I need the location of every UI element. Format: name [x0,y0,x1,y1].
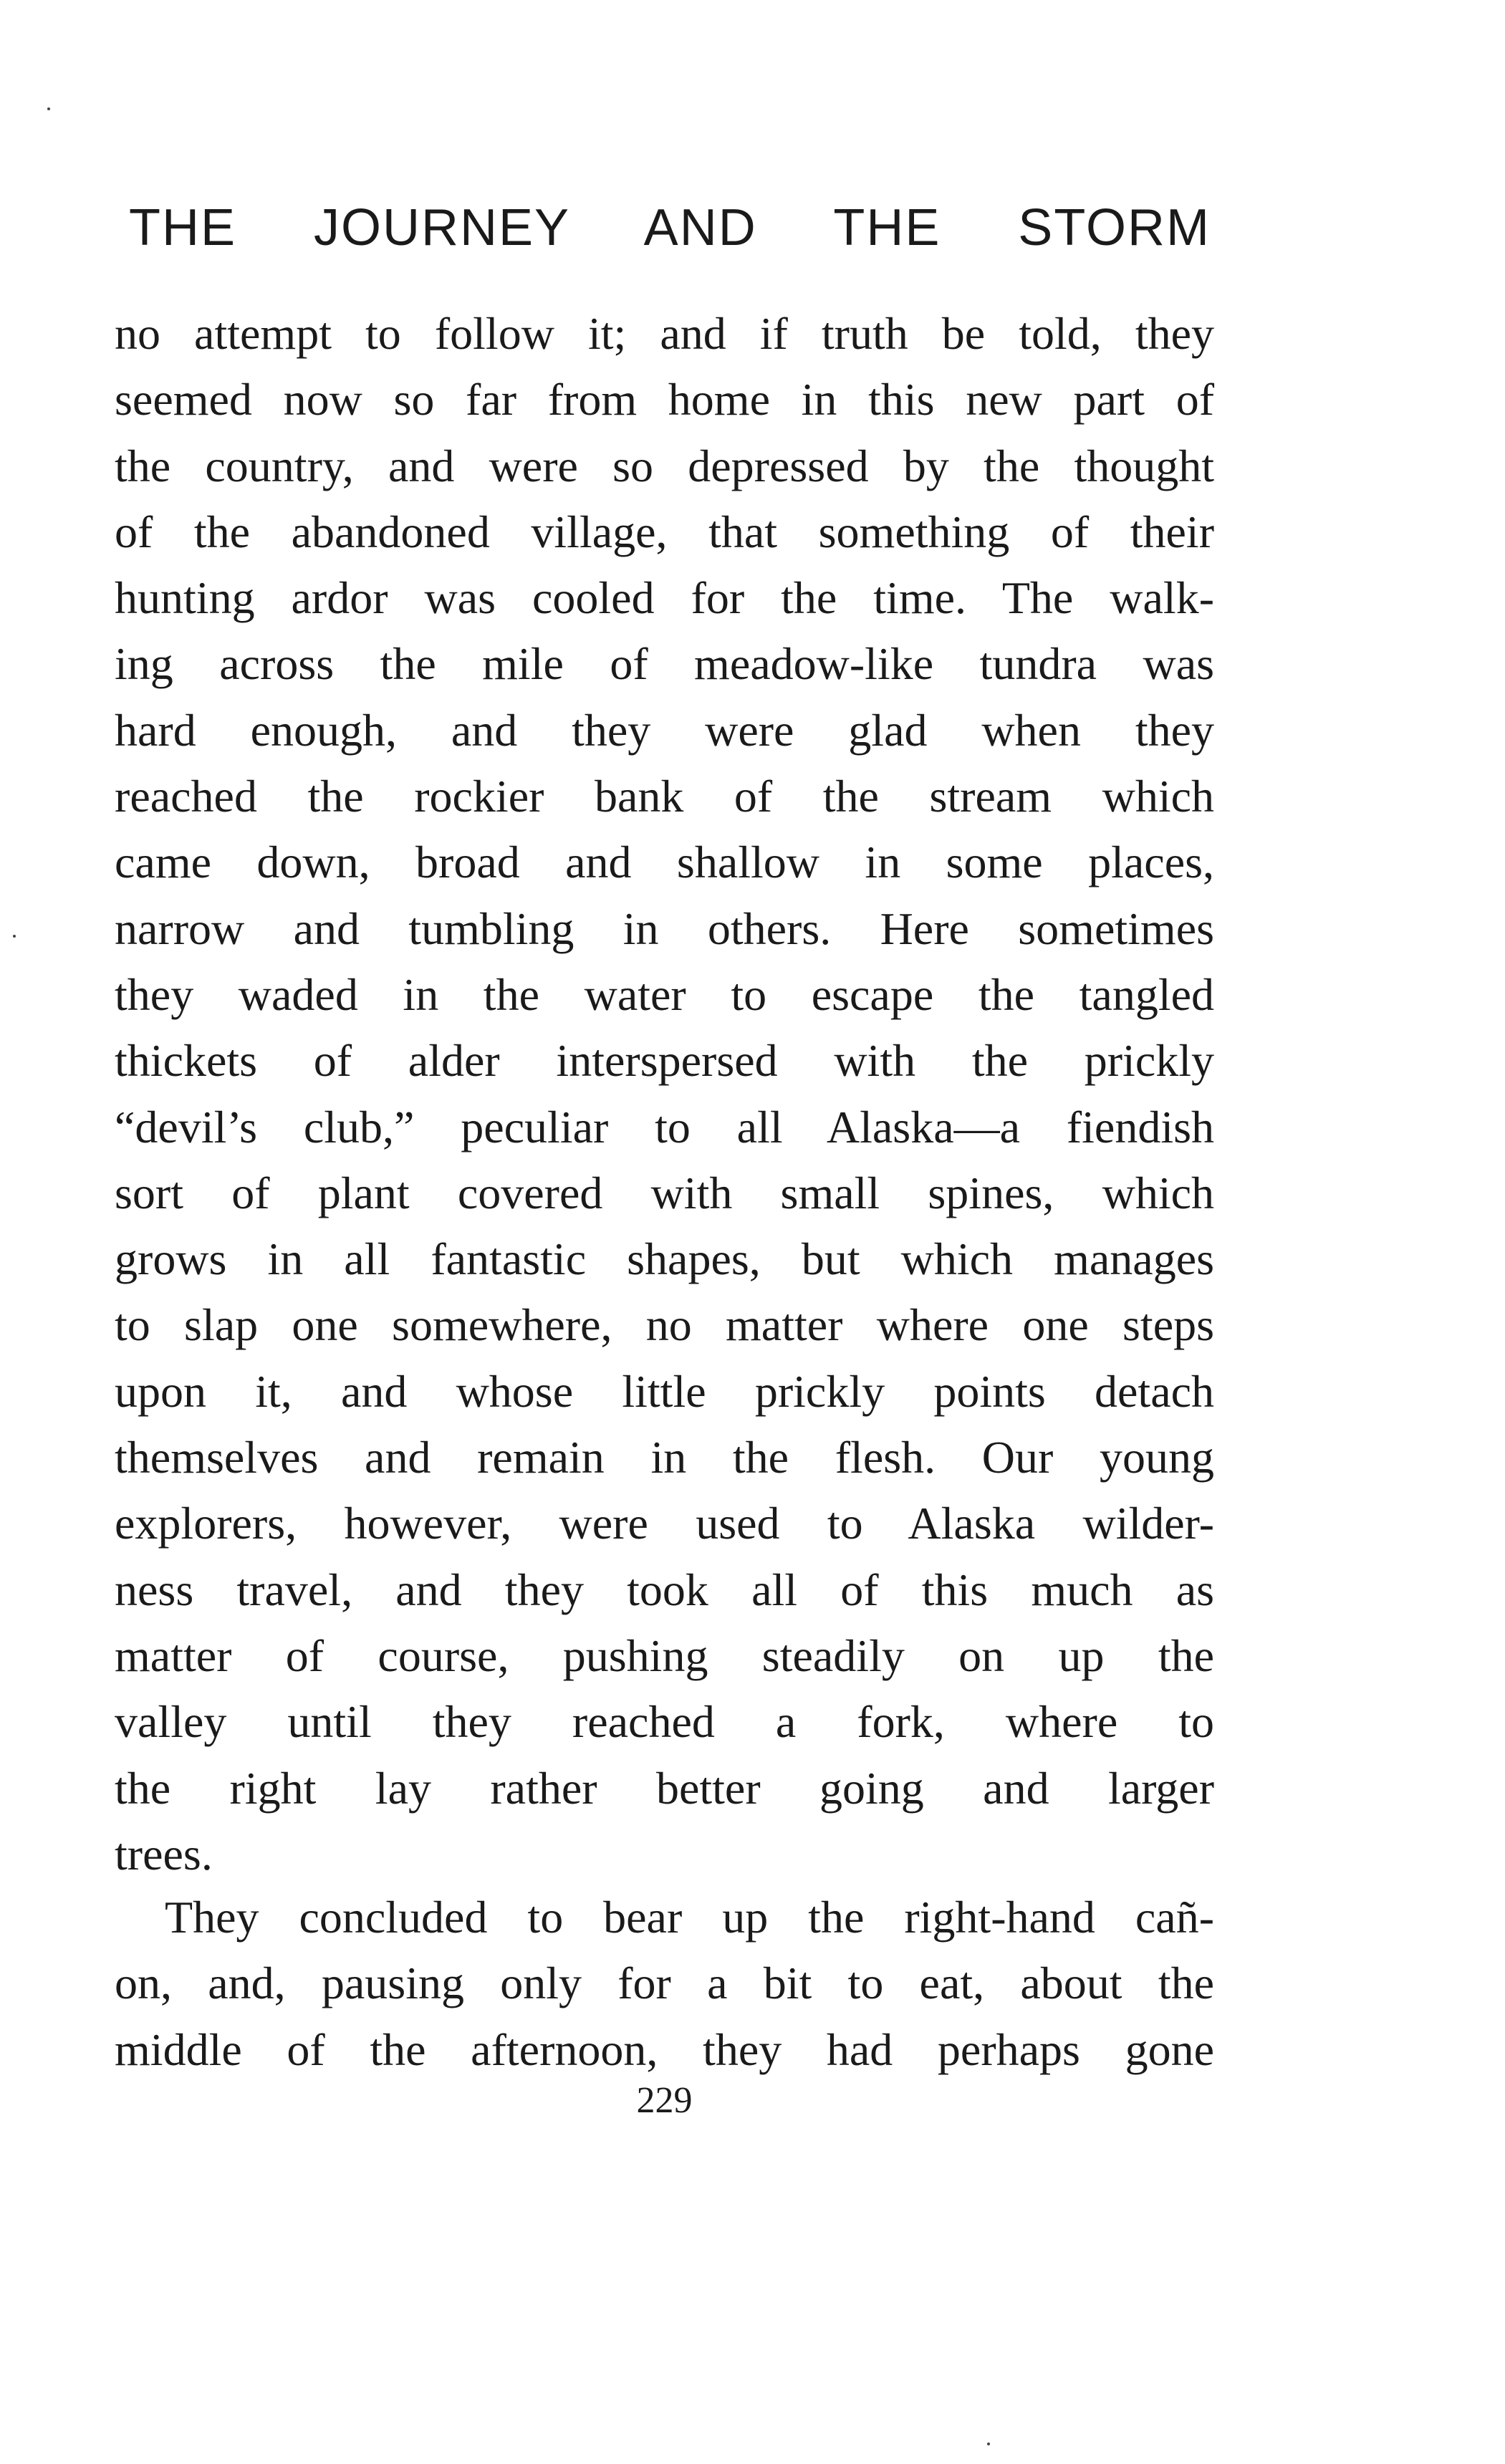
paragraph-1 [115,301,1214,1887]
text-line: “devil’s club,” peculiar to all Alaska—a fiendish [115,1101,1214,1152]
text-line: the right lay rather better going and larger [115,1762,1214,1814]
text-line: the country, and were so depressed by the thought [115,440,1214,491]
text-line: upon it, and whose little prickly points detach [115,1365,1214,1417]
text-line: reached the rockier bank of the stream which [115,771,1214,822]
running-head: THE JOURNEY AND THE STORM [129,199,1211,256]
text-line: no attempt to follow it; and if truth be told, they [115,308,1214,359]
print-speck [987,2443,990,2445]
text-line: valley until they reached a fork, where to [115,1696,1214,1748]
text-line: on, and, pausing only for a bit to eat, about the [115,1958,1214,2009]
text-line: hard enough, and they were glad when they [115,704,1214,756]
text-line: sort of plant covered with small spines, which [115,1167,1214,1218]
text-line: themselves and remain in the flesh. Our young [115,1432,1214,1483]
page-number: 229 [636,2080,693,2121]
text-line: came down, broad and shallow in some places, [115,837,1214,888]
text-line: hunting ardor was cooled for the time. The walk- [115,572,1214,624]
text-line: matter of course, pushing steadily on up the [115,1630,1214,1681]
text-line: to slap one somewhere, no matter where one steps [115,1299,1214,1351]
print-speck [13,935,16,938]
text-line: They concluded to bear up the right-hand cañ- [165,1892,1214,1943]
print-speck [47,107,50,110]
text-line: of the abandoned village, that something of their [115,506,1214,557]
text-line: thickets of alder interspersed with the prickly [115,1035,1214,1087]
text-line: grows in all fantastic shapes, but which manages [115,1233,1214,1285]
text-line: seemed now so far from home in this new part of [115,374,1214,425]
paragraph-2 [115,1885,1214,2083]
text-line: narrow and tumbling in others. Here sometimes [115,903,1214,954]
text-line: ing across the mile of meadow-like tundra was [115,638,1214,690]
text-line: they waded in the water to escape the tangled [115,968,1214,1020]
text-line: ness travel, and they took all of this much as [115,1564,1214,1615]
text-line: middle of the afternoon, they had perhaps gone [115,2023,1214,2075]
text-line: trees. [115,1828,213,1880]
text-line: explorers, however, were used to Alaska wilder- [115,1498,1214,1549]
